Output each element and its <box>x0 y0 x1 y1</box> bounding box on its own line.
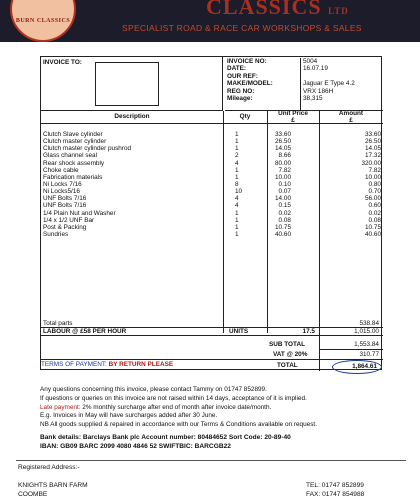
line-qty: 1 <box>235 173 239 181</box>
unit-price-header <box>267 111 319 124</box>
meta-label: Mileage: <box>227 94 253 102</box>
labour-amount: 1,015.00 <box>354 328 379 335</box>
address-line: COOMBE <box>18 491 48 498</box>
vat-label: VAT @ 20% <box>273 351 308 358</box>
description-header: Description <box>41 111 223 124</box>
registered-address <box>18 481 88 499</box>
line-item-row <box>41 181 383 188</box>
meta-label: REG NO: <box>227 87 255 95</box>
meta-label: OUR REF: <box>227 72 258 80</box>
note-example: E.g. Invoices in May will have surcharges added after 30 June. <box>40 412 218 420</box>
line-unit-price: 14.05 <box>275 145 291 153</box>
line-qty: 4 <box>235 202 239 210</box>
line-item-row <box>41 167 383 174</box>
contact-numbers <box>306 481 364 499</box>
bank-details <box>40 433 400 451</box>
registered-address-label: Registered Address:- <box>18 464 80 471</box>
line-item-row <box>41 152 383 159</box>
line-amount: 40.60 <box>365 230 381 238</box>
line-item-row <box>41 202 383 209</box>
row-rule <box>319 349 383 350</box>
line-item-row <box>41 188 383 195</box>
sub-total-amount: 1,553.84 <box>354 341 379 348</box>
line-description: Fabrication materials <box>43 173 103 181</box>
note-queries: If questions or queries on this invoice are not raised within 14 days, acceptance of it is implied. <box>40 394 307 402</box>
line-amount: 33.60 <box>365 131 381 138</box>
line-qty: 10 <box>235 188 243 196</box>
line-description: Clutch master cylinder pushrod <box>43 145 132 153</box>
line-qty: 4 <box>235 195 239 203</box>
line-unit-price: 7.82 <box>278 166 291 174</box>
line-unit-price: 40.60 <box>275 230 291 238</box>
sub-total-label: SUB TOTAL <box>269 341 305 348</box>
line-description: Ni Locks 7/16 <box>43 180 82 188</box>
line-unit-price: 0.02 <box>278 209 291 217</box>
line-unit-price: 14.00 <box>275 195 291 203</box>
line-description: Clutch master cylinder <box>43 138 107 146</box>
line-description: Ni Locks5/16 <box>43 188 80 196</box>
line-amount: 7.82 <box>368 166 381 174</box>
line-item-row <box>41 174 383 181</box>
line-qty: 1 <box>235 209 239 217</box>
line-amount: 26.50 <box>365 138 381 146</box>
meta-values <box>301 58 383 111</box>
units-label: UNITS <box>229 328 249 335</box>
line-description: UNF Bolts 7/16 <box>43 202 87 210</box>
line-amount: 320.00 <box>361 159 381 167</box>
line-qty: 1 <box>235 166 239 174</box>
bank-iban-line: IBAN: GB09 BARC 2099 4080 4846 52 SWIFTBIC: BARCGB22 <box>40 443 231 450</box>
line-qty: 8 <box>235 180 239 188</box>
line-description: Choke cable <box>43 166 79 174</box>
company-name <box>206 0 349 20</box>
company-logo <box>10 0 76 42</box>
invoice-table <box>40 56 382 370</box>
line-amount: 10.75 <box>365 223 381 231</box>
invoice-date: 16.07.19 <box>303 65 328 73</box>
line-unit-price: 10.75 <box>275 223 291 231</box>
amount-currency: £ <box>349 116 353 124</box>
footer-divider <box>16 460 406 461</box>
note-late-payment <box>40 404 400 413</box>
company-tagline: SPECIALIST ROAD & RACE CAR WORKSHOPS & SALES <box>122 23 362 33</box>
address-line: KNIGHTS BARN FARM <box>18 482 88 489</box>
line-amount: 0.08 <box>368 216 381 224</box>
line-unit-price: 33.60 <box>275 131 291 138</box>
line-item-row <box>41 231 383 238</box>
line-item-row <box>41 160 383 167</box>
row-rule <box>41 359 383 360</box>
total-parts-amount: 538.84 <box>359 320 379 327</box>
line-amount: 17.32 <box>365 152 381 160</box>
line-qty: 1 <box>235 230 239 238</box>
company-suffix: LTD <box>328 6 349 16</box>
line-qty: 4 <box>235 159 239 167</box>
line-unit-price: 0.15 <box>278 202 291 210</box>
row-rule <box>41 335 383 336</box>
terms-label: TERMS OF PAYMENT: <box>41 361 107 368</box>
line-description: Sundries <box>43 230 69 238</box>
line-qty: 1 <box>235 145 239 153</box>
line-amount: 0.70 <box>368 188 381 196</box>
line-description: Rear shock assembly <box>43 159 105 167</box>
line-unit-price: 80.00 <box>275 159 291 167</box>
line-amount: 0.02 <box>368 209 381 217</box>
meta-label: DATE: <box>227 65 247 73</box>
line-unit-price: 0.10 <box>278 180 291 188</box>
address-box <box>95 62 159 106</box>
line-item-row <box>41 210 383 217</box>
line-description: Post & Packing <box>43 223 87 231</box>
late-payment-label: Late payment: <box>40 403 81 411</box>
company-name-text: CLASSICS <box>206 0 322 19</box>
line-amount: 14.05 <box>365 145 381 153</box>
line-amount: 10.00 <box>365 173 381 181</box>
meta-labels <box>225 58 301 111</box>
our-ref <box>301 73 383 80</box>
total-label: TOTAL <box>277 362 298 369</box>
invoice-to-box <box>41 57 223 111</box>
labour-label: LABOUR @ £58 PER HOUR <box>43 328 127 335</box>
meta-label: INVOICE NO: <box>227 58 267 65</box>
invoice-number: 5004 <box>303 58 318 65</box>
line-item-row <box>41 224 383 231</box>
units-value: 17.5 <box>302 328 315 335</box>
line-amount: 56.00 <box>365 195 381 203</box>
bank-account-line: Bank details: Barclays Bank plc Account number: 80484652 Sort Code: 20-89-40 <box>40 434 291 441</box>
amount-header <box>319 111 383 124</box>
line-item-row <box>41 138 383 145</box>
make-model: Jaguar E Type 4.2 <box>303 80 355 88</box>
fax: FAX: 01747 854988 <box>306 491 365 498</box>
vat-amount: 310.77 <box>359 351 379 358</box>
invoice-to-label: INVOICE TO: <box>43 59 82 66</box>
unit-price-currency: £ <box>291 116 295 124</box>
line-item-row <box>41 217 383 224</box>
invoice-notes <box>40 386 400 430</box>
line-qty: 2 <box>235 152 239 160</box>
line-unit-price: 10.00 <box>275 173 291 181</box>
line-description: 1/4 Plain Nut and Washer <box>43 209 116 217</box>
line-qty: 1 <box>235 131 239 138</box>
logo-text: BURN CLASSICS <box>15 18 71 24</box>
terms-of-payment <box>41 361 173 369</box>
line-unit-price: 0.07 <box>278 188 291 196</box>
total-parts-label: Total parts <box>43 320 73 327</box>
line-item-row <box>41 195 383 202</box>
line-description: 1/4 x 1/2 UNF Bar <box>43 216 95 224</box>
amount-header-text: Amount <box>338 110 364 117</box>
note-contact: Any questions concerning this invoice, please contact Tammy on 01747 852899. <box>40 386 267 393</box>
telephone: TEL: 01747 852899 <box>306 482 364 489</box>
meta-label: MAKE/MODEL: <box>227 80 273 88</box>
line-qty: 1 <box>235 138 239 146</box>
reg-no: VRX 186H <box>303 87 334 95</box>
line-item-row <box>41 145 383 152</box>
line-description: UNF Bolts 7/16 <box>43 195 87 203</box>
total-amount: 1,864.61 <box>352 363 377 370</box>
line-description: Clutch Slave cylinder <box>43 131 103 138</box>
line-unit-price: 8.66 <box>278 152 291 160</box>
letterhead-band <box>0 0 420 42</box>
line-amount: 0.80 <box>368 180 381 188</box>
line-qty: 1 <box>235 216 239 224</box>
qty-header: Qty <box>223 111 267 124</box>
line-unit-price: 0.08 <box>278 216 291 224</box>
mileage: 38,315 <box>303 94 323 102</box>
late-payment-text: 2% monthly surcharge after end of month after invoice date/month. <box>82 403 272 411</box>
line-unit-price: 26.50 <box>275 138 291 146</box>
line-amount: 0.60 <box>368 202 381 210</box>
unit-price-header-text: Unit Price <box>278 110 308 117</box>
line-qty: 1 <box>235 223 239 231</box>
line-description: Glass channel seal <box>43 152 97 160</box>
line-items <box>41 131 383 238</box>
note-terms: NB All goods supplied & repaired in accordance with our Terms & Conditions available on request. <box>40 421 317 429</box>
line-item-row <box>41 131 383 138</box>
terms-value: BY RETURN PLEASE <box>108 361 174 368</box>
